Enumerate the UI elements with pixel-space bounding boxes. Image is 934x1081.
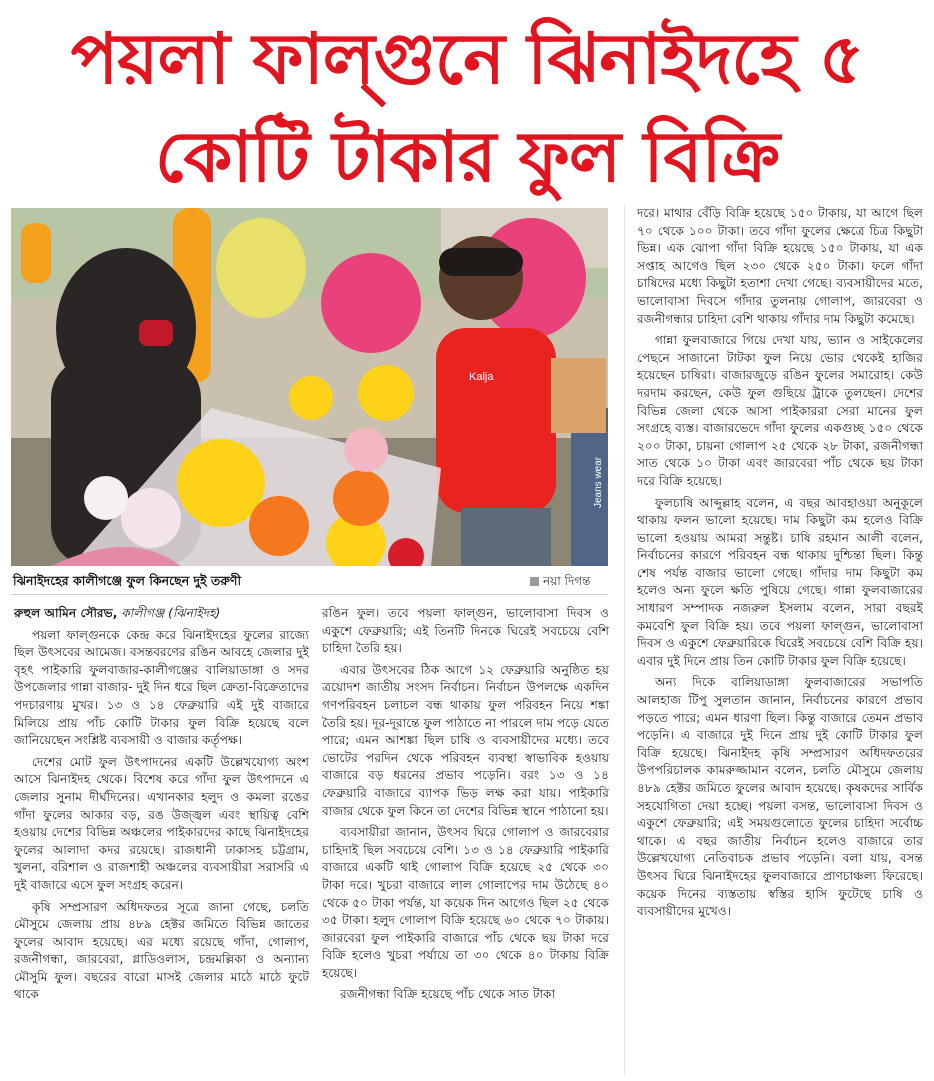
credit-square-icon [530,577,539,586]
gerbera-orange [249,496,309,556]
byline-paragraph [14,605,309,623]
gerbera-yellow-top [358,365,414,421]
jacket-print: Jeans wear [593,456,604,508]
byline: রুহুল আমিন সৌরভ, [14,606,118,620]
article-column-1 [14,605,309,1075]
cardboard-box [551,358,606,433]
man-jeans [461,508,551,566]
gerbera-white [121,488,181,548]
gerbera-white-2 [84,476,128,520]
column-divider [624,205,625,1075]
gladiolus-bunch-center [321,253,421,353]
man-red-shirt [436,328,556,513]
paragraph: অন্য দিকে বালিয়াডাঙ্গা ফুলবাজারের সভাপতি আলহাজ টিপু সুলতান জানান, নির্বাচনের কারণে প্রভাব পড়তে পারে; এমন ধারণা ছিল। কিন্তু বাজারে তেমন প্রভাব পড়েনি। এ বাজারে দুই দিনে প্রায় দুই কোটি টাকার ফুল বিক্রি হয়েছে। ঝিনাইদহ কৃষি সম্প্রসারণ অধিদফতরের উপপরিচালক কামরুজ্জামান বলেন, চলতি মৌসুমে জেলায় ৪৮৯ হেক্টর জমিতে ফুলের আবাদ হয়েছে। কৃষকদের সার্বিক সহযোগিতা দেয়া হচ্ছে। পয়লা বসন্ত, ভালোবাসা দিবস ও একুশে ফেব্রুয়ারি; এই সময়গুলোতে ফুলের চাহিদা সর্বোচ্চ থাকে। এ বছর জাতীয় নির্বাচন হলেও বাজারে তার উল্লেখযোগ্য নেতিবাচক প্রভাব পড়েনি। বলা যায়, বসন্ত উৎসব ঘিরে ঝিনাইদহের ফুলবাজারে প্রাণচাঞ্চল্য ফিরেছে। কয়েক দিনের ব্যস্ততায় স্বস্তির হাসি ফুটেছে চাষি ও ব্যবসায়ীদের মুখেও। [637,675,923,919]
flower-market-illustration [11,208,608,566]
paragraph: ব্যবসায়ীরা জানান, উৎসব ঘিরে গোলাপ ও জারবেরার চাহিদাই ছিল সবচেয়ে বেশি। ১৩ ও ১৪ ফেব্রুয়ারি পাইকারি বাজারে একটি থাই গোলাপ বিক্রি হয়েছে ২৫ থেকে ৩০ টাকা দরে। খুচরা বাজারে লাল গোলাপের দাম উঠেছে ৪০ থেকে ৫০ টাকা পর্যন্ত, যা কয়েক দিন আগেও ছিল ২৫ থেকে ৩৫ টাকা। হলুদ গোলাপ বিক্রি হয়েছে ৬০ থেকে ৭০ টাকায়। জারবেরা ফুল পাইকারি বাজারে পাঁচ থেকে ছয় টাকা দরে বিক্রি হলেও খুচরা পর্যায়ে তা ৩০ থেকে ৪০ টাকায় বিক্রি হয়েছে। [322,825,609,980]
gerbera-orange-2 [333,470,389,526]
marigold-garland-left [21,223,51,283]
credit-label: নয়া দিগন্ত [543,574,591,588]
paragraph: রঙিন ফুল। তবে পয়লা ফাল্গুন, ভালোবাসা দিবস ও একুশে ফেব্রুয়ারি; এই তিনটি দিনকে ঘিরেই সবচেয়ে বেশি চাহিদা তৈরি হয়। [322,606,609,656]
paragraph: ফুলচাষি আব্দুল্লাহ বলেন, এ বছর আবহাওয়া অনুকূলে থাকায় ফলন ভালো হয়েছে। দাম কিছুটা কম হলেও বিক্রি ভালো হওয়ায় আমরা সন্তুষ্ট। চাষি রহমান আলী বলেন, নির্বাচনের কারণে পরিবহন বন্ধ থাকায় দুশ্চিন্তা ছিল। কিন্তু শেষ পর্যন্ত বাজার ভালো গেছে। গাঁদার দাম কিছুটা কম হলেও অন্য ফুলে ক্ষতি পুষিয়ে গেছে। গান্না ফুলবাজারের সাধারণ সম্পাদক নজরুল ইসলাম বলেন, সারা বছরই কমবেশি ফুল বিক্রি হয়। তবে পয়লা ফাল্গুন, ভালোবাসা দিবস ও একুশে ফেব্রুয়ারিকে ঘিরেই সবচেয়ে বেশি বিক্রি হয়। এবার দুই দিনে প্রায় তিন কোটি টাকার ফুল বিক্রি হয়েছে। [637,495,923,668]
paragraph: কৃষি সম্প্রসারণ অধিদফতর সূত্রে জানা গেছে, চলতি মৌসুমে জেলায় প্রায় ৪৮৯ হেক্টর জমিতে বিভিন্ন জাতের ফুলের আবাদ হয়েছে। এর মধ্যে রয়েছে গাঁদা, গোলাপ, রজনীগন্ধা, জারবেরা, গ্লাডিওলাস, চন্দ্রমল্লিকা ও অন্যান্য মৌসুমি ফুল। বছরের বারো মাসই জেলার মাঠে মাঠে ফুটে থাকে [14,899,309,1002]
yellow-gladiolus [216,218,306,318]
face-mask [139,320,173,346]
headline: পয়লা ফাল্গুনে ঝিনাইদহে ৫ কোটি টাকার ফুল বিক্রি [70,18,864,198]
photo-caption: ঝিনাইদহের কালীগঞ্জে ফুল কিনছেন দুই তরুণী [13,573,242,588]
paragraph: গান্না ফুলবাজারে গিয়ে দেখা যায়, ভ্যান ও সাইকেলের পেছনে সাজানো টাটকা ফুল নিয়ে ভোর থেকেই হাজির হয়েছেন চাষিরা। বাজারজুড়ে রঙিন ফুলের সমারোহ। কেউ দরদাম করছেন, কেউ ফুল গুছিয়ে ট্রাকে তুলছেন। দেশের বিভিন্ন জেলা থেকে আসা পাইকাররা সেরা মানের ফুল সংগ্রহে ব্যস্ত। বাজারভেদে গাঁদা ফুলের একগুচ্ছ ১৫০ থেকে ২০০ টাকা, চায়না গোলাপ ২৫ থেকে ২৮ টাকা, রজনীগন্ধা সাত থেকে ১০ টাকা এবং জারবেরা পাঁচ থেকে ছয় টাকা দরে বিক্রি হয়েছে। [637,333,923,488]
gerbera-pink [344,428,388,472]
dateline-place: কালীগঞ্জ (ঝিনাইদহ) [121,606,221,620]
paragraph: পয়লা ফাল্গুনকে কেন্দ্র করে ঝিনাইদহের ফুলের রাজ্যে ছিল উৎসবের আমেজ। বসন্তবরণের রঙিন আবহে জেলার দুই বৃহৎ পাইকারি ফুলবাজার-কালীগঞ্জের বালিয়াডাঙ্গা ও সদর উপজেলার গান্না বাজার- দুই দিন ধরে ছিল ক্রেতা-বিক্রেতাদের পদচারণায় মুখর। ১৩ ও ১৪ ফেব্রুয়ারি এই দুই বাজারে মিলিয়ে প্রায় পাঁচ কোটি টাকার ফুল বিক্রি হয়েছে বলে জানিয়েছেন সংশ্লিষ্ট ব্যবসায়ী ও বাজার কর্তৃপক্ষ। [14,627,309,748]
article-column-3 [637,205,923,1075]
article-column-2 [322,605,609,1075]
man-hair [439,248,523,276]
photo-credit [530,573,610,593]
gerbera-yellow-small [289,376,333,420]
caption-divider [11,594,608,595]
paragraph: রজনীগন্ধা বিক্রি হয়েছে পাঁচ থেকে সাত টাকা [340,987,556,1002]
shirt-print: Kalja [469,371,494,383]
paragraph: এবার উৎসবের ঠিক আগে ১২ ফেব্রুয়ারি অনুষ্ঠিত হয় ত্রয়োদশ জাতীয় সংসদ নির্বাচন। নির্বাচন উপলক্ষে একদিন গণপরিবহন চলাচল বন্ধ থাকায় ফুল পরিবহন নিয়ে শঙ্কা তৈরি হয়। দূর-দূরান্তে ফুল পাঠাতে না পারলে দাম পড়ে যেতে পারে; এমন আশঙ্কা ছিল চাষি ও ব্যবসায়ীদের মধ্যে। তবে ভোটের পরদিন থেকে পরিবহন ব্যবস্থা স্বাভাবিক হওয়ায় বাজারে বড় ধরনের প্রভাব পড়েনি। বরং ১৩ ও ১৪ ফেব্রুয়ারি বাজারে ব্যাপক ভিড় লক্ষ করা যায়। পাইকারি বাজার থেকে ফুল কিনে তা দেশের বিভিন্ন স্থানে পাঠানো হয়। [322,662,609,818]
paragraph: দরে। মাথার বেঁড়ি বিক্রি হয়েছে ১৫০ টাকায়, যা আগে ছিল ৭০ থেকে ১০০ টাকা। তবে গাঁদা ফুলের ক্ষেত্রে চিত্র কিছুটা ভিন্ন। এক ঝোপা গাঁদা বিক্রি হয়েছে ১৫০ টাকায়, যা এক সপ্তাহ আগেও ছিল ২৩০ থেকে ২৫০ টাকা। ফলে গাঁদা চাষিদের মধ্যে কিছুটা হতাশা দেখা গেছে। ব্যবসায়ীদের মতে, ভালোবাসা দিবসে গাঁদার তুলনায় গোলাপ, জারবেরা ও রজনীগন্ধার চাহিদা বেশি থাকায় গাঁদার দাম কিছুটা কমেছে। [637,206,923,326]
paragraph: দেশের মোট ফুল উৎপাদনের একটি উল্লেখযোগ্য অংশ আসে ঝিনাইদহ থেকে। বিশেষ করে গাঁদা ফুল উৎপাদনে এ জেলার সুনাম দীর্ঘদিনের। এখানকার হলুদ ও কমলা রঙের গাঁদা ফুলের আকার বড়, রঙ উজ্জ্বল এবং স্থায়িত্ব বেশি হওয়ায় দেশের বিভিন্ন অঞ্চলের পাইকারদের কাছে ঝিনাইদহের ফুলের আলাদা কদর রয়েছে। রাজধানী ঢাকাসহ চট্টগ্রাম, খুলনা, বরিশাল ও রাজশাহী অঞ্চলের ব্যবসায়ীরা সরাসরি এ দুই বাজারে এসে ফুল সংগ্রহ করেন। [14,754,309,892]
news-photo [11,208,608,566]
